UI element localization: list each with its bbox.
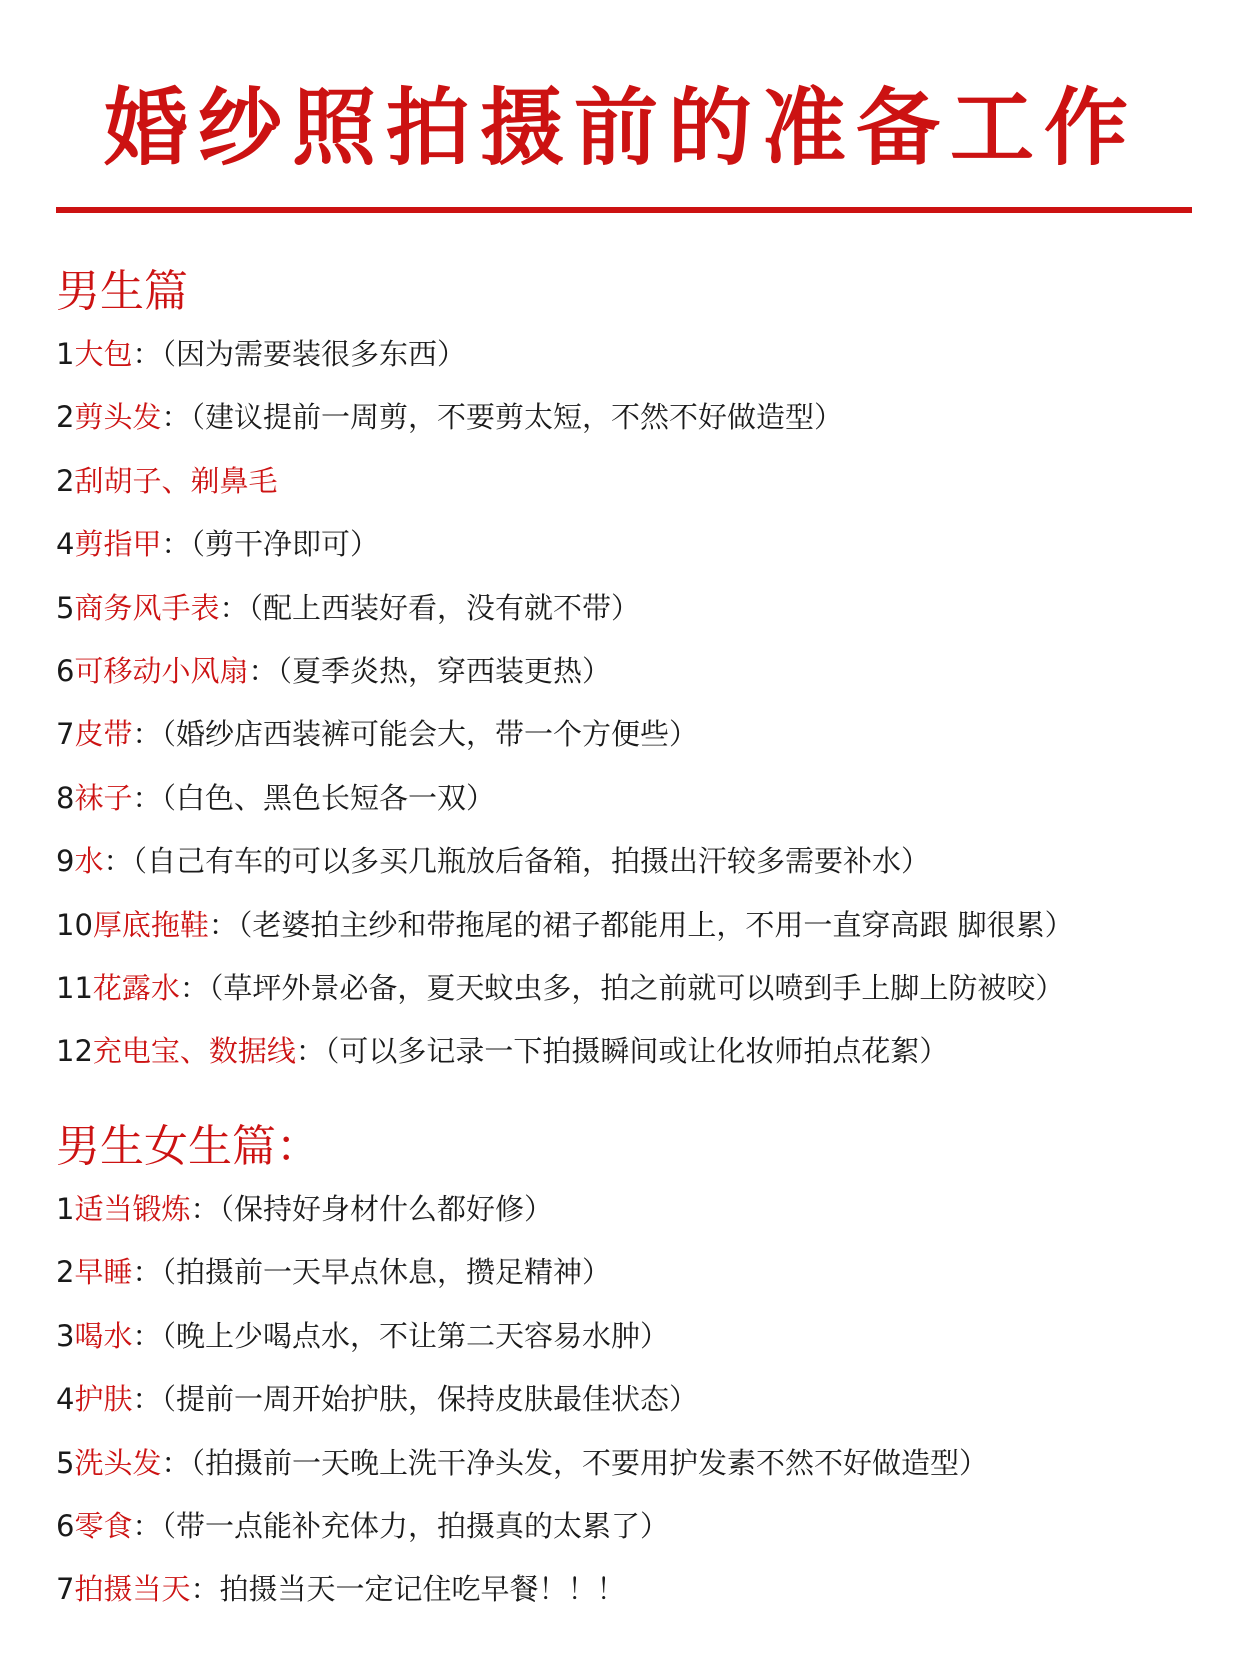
item-number: 10	[56, 907, 93, 942]
item-note: ：（草坪外景必备，夏天蚊虫多，拍之前就可以喷到手上脚上防被咬）	[179, 970, 1065, 1005]
list-item	[56, 1252, 1206, 1292]
list-item	[56, 1031, 1206, 1071]
item-number: 8	[56, 780, 75, 815]
item-name: 皮带	[74, 717, 133, 752]
item-note: ：（建议提前一周剪，不要剪太短，不然不好做造型）	[161, 400, 843, 435]
title-divider	[56, 207, 1192, 213]
item-name: 刮胡子、剃鼻毛	[74, 463, 278, 498]
item-number: 6	[56, 653, 75, 688]
item-name: 商务风手表	[74, 590, 220, 625]
section-male	[56, 262, 1206, 1095]
item-name: 袜子	[74, 780, 133, 815]
item-number: 12	[56, 1034, 93, 1069]
item-note: ：（提前一周开始护肤，保持皮肤最佳状态）	[132, 1382, 698, 1417]
list-item	[56, 397, 1206, 437]
item-name: 花露水	[92, 970, 180, 1005]
item-note: ：（剪干净即可）	[161, 527, 379, 562]
item-name: 剪指甲	[74, 527, 162, 562]
list-item	[56, 1379, 1206, 1419]
item-number: 2	[56, 1255, 75, 1290]
item-number: 11	[56, 970, 93, 1005]
item-number: 6	[56, 1508, 75, 1543]
item-name: 洗头发	[74, 1445, 162, 1480]
page-title: 婚纱照拍摄前的准备工作	[103, 79, 1138, 177]
item-name: 适当锻炼	[74, 1192, 191, 1226]
item-number: 9	[56, 844, 75, 879]
item-name: 早睡	[74, 1255, 133, 1290]
item-name: 大包	[74, 337, 133, 371]
item-note: ：（自己有车的可以多买几瓶放后备箱，拍摄出汗较多需要补水）	[103, 844, 930, 879]
list-item	[56, 1506, 1206, 1546]
item-note: ：（带一点能补充体力，拍摄真的太累了）	[132, 1508, 669, 1543]
item-note: ：（老婆拍主纱和带拖尾的裙子都能用上，不用一直穿高跟 脚很累）	[208, 907, 1074, 942]
item-name: 可移动小风扇	[74, 653, 249, 688]
item-note: ：（晚上少喝点水，不让第二天容易水肿）	[132, 1318, 669, 1353]
item-number: 4	[56, 527, 75, 562]
item-name: 护肤	[74, 1382, 133, 1417]
list-item	[56, 714, 1206, 754]
item-number: 2	[56, 463, 75, 498]
list-item	[56, 905, 1206, 945]
list-item	[56, 461, 1206, 501]
item-note: ：（保持好身材什么都好修）	[190, 1192, 553, 1226]
list-item	[56, 968, 1206, 1008]
item-note: ：（因为需要装很多东西）	[132, 337, 466, 371]
item-name: 喝水	[74, 1318, 133, 1353]
item-name: 零食	[74, 1508, 133, 1543]
item-name: 水	[74, 844, 104, 879]
list-item	[56, 524, 1206, 564]
section-heading: 男生篇	[56, 266, 188, 317]
section-male-female	[56, 1117, 1206, 1633]
item-note: ：（可以多记录一下拍摄瞬间或让化妆师拍点花絮）	[295, 1034, 949, 1069]
item-number: 7	[56, 1572, 75, 1607]
item-note: ：（配上西装好看，没有就不带）	[219, 590, 640, 625]
item-note: ：（夏季炎热，穿西装更热）	[248, 653, 611, 688]
item-name: 厚底拖鞋	[92, 907, 209, 942]
item-number: 7	[56, 717, 75, 752]
item-number: 4	[56, 1382, 75, 1417]
item-note: ：拍摄当天一定记住吃早餐！！！	[190, 1572, 626, 1607]
item-number: 1	[56, 1192, 75, 1226]
list-item	[56, 334, 1206, 374]
list-item	[56, 1569, 1206, 1609]
item-number: 1	[56, 337, 75, 371]
item-number: 5	[56, 590, 75, 625]
item-number: 2	[56, 400, 75, 435]
list-item	[56, 1189, 1206, 1229]
item-number: 5	[56, 1445, 75, 1480]
list-item	[56, 841, 1206, 881]
item-name: 拍摄当天	[74, 1572, 191, 1607]
item-number: 3	[56, 1318, 75, 1353]
list-item	[56, 1443, 1206, 1483]
list-item	[56, 651, 1206, 691]
list-item	[56, 588, 1206, 628]
list-item	[56, 1316, 1206, 1356]
item-note: ：（婚纱店西装裤可能会大，带一个方便些）	[132, 717, 698, 752]
section-heading: 男生女生篇：	[56, 1121, 320, 1172]
item-note: ：（拍摄前一天晚上洗干净头发，不要用护发素不然不好做造型）	[161, 1445, 988, 1480]
item-name: 剪头发	[74, 400, 162, 435]
item-name: 充电宝、数据线	[92, 1034, 296, 1069]
item-note: ：（拍摄前一天早点休息，攒足精神）	[132, 1255, 611, 1290]
item-note: ：（白色、黑色长短各一双）	[132, 780, 495, 815]
list-item	[56, 778, 1206, 818]
